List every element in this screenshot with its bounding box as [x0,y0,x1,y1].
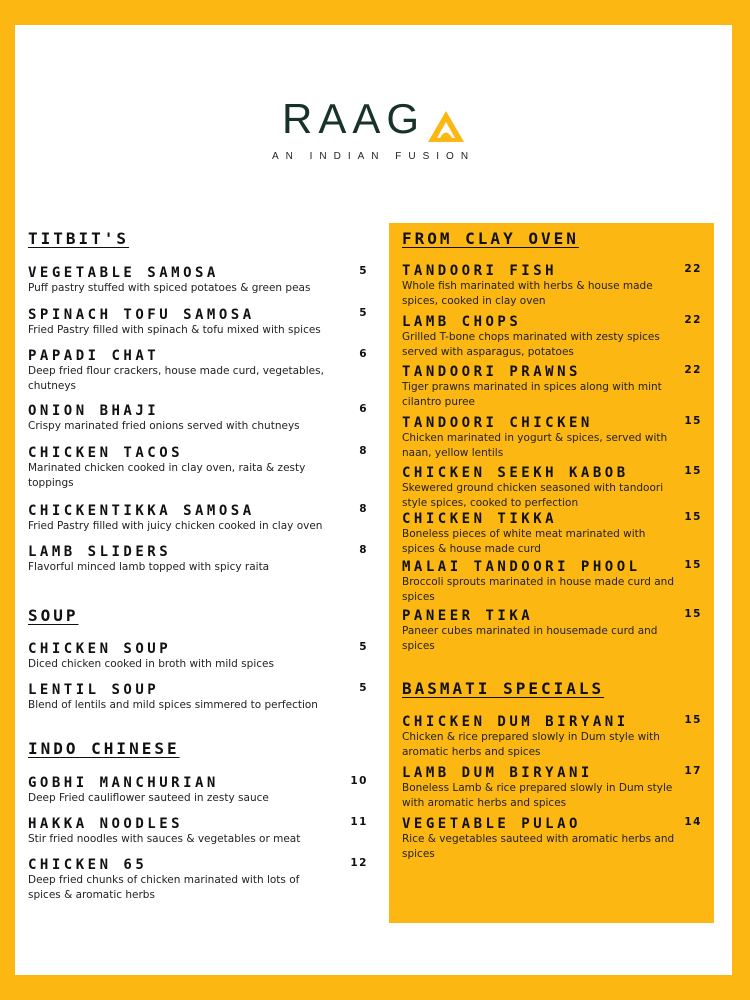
menu-item [28,403,368,434]
item-description: Chicken & rice prepared slowly in Dum style with aromatic herbs and spices [402,731,660,758]
item-description: Paneer cubes marinated in housemade curd and spices [402,625,658,652]
menu-item [28,775,368,806]
item-description: Whole fish marinated with herbs & house made spices, cooked in clay oven [402,280,653,307]
item-description: Stir fried noodles with sauces & vegetables or meat [28,833,301,845]
item-name: PAPADI CHAT [28,348,160,364]
section-title-indo-chinese: INDO CHINESE [28,739,180,758]
item-price: 5 [359,641,368,653]
item-price: 5 [359,265,368,277]
section-title-clay-oven: FROM CLAY OVEN [402,229,579,248]
menu-item [402,263,702,308]
menu-item [402,465,702,510]
item-price: 22 [684,364,702,376]
brand-name: RAAG [281,95,426,142]
item-name: LAMB CHOPS [402,314,522,330]
item-name: MALAI TANDOORI PHOOL [402,559,641,575]
item-description: Boneless Lamb & rice prepared slowly in Dum style with aromatic herbs and spices [402,782,673,809]
menu-item [402,364,702,409]
menu-item [402,314,702,359]
item-description: Diced chicken cooked in broth with mild spices [28,658,274,670]
item-name: CHICKEN 65 [28,857,148,873]
item-price: 8 [359,445,368,457]
tent-a-icon [427,109,465,143]
item-price: 5 [359,682,368,694]
brand-tagline: AN INDIAN FUSION [271,151,476,162]
item-price: 8 [359,503,368,515]
menu-item [28,816,368,847]
item-price: 17 [684,765,702,777]
item-price: 6 [359,348,368,360]
menu-item [402,559,702,604]
item-name: TANDOORI FISH [402,263,558,279]
item-description: Deep Fried cauliflower sauteed in zesty sauce [28,792,269,804]
item-description: Flavorful minced lamb topped with spicy raita [28,561,270,573]
item-price: 22 [684,314,702,326]
menu-item [402,816,702,861]
item-description: Puff pastry stuffed with spiced potatoes & green peas [28,282,311,294]
item-price: 15 [684,415,702,427]
menu-item [28,265,368,296]
item-name: SPINACH TOFU SAMOSA [28,307,255,323]
item-price: 15 [684,465,702,477]
item-name: CHICKEN SOUP [28,641,172,657]
item-name: CHICKEN SEEKH KABOB [402,465,629,481]
item-name: VEGETABLE SAMOSA [28,265,219,281]
item-price: 15 [684,511,702,523]
item-description: Chicken marinated in yogurt & spices, served with naan, yellow lentils [402,432,668,459]
section-title-basmati: BASMATI SPECIALS [402,679,605,698]
menu-item [28,348,368,393]
menu-item [402,511,702,556]
item-description: Crispy marinated fried onions served with chutneys [28,420,300,432]
menu-item [28,503,368,534]
brand-logo [15,95,732,162]
item-description: Deep fried chunks of chicken marinated with lots of spices & aromatic herbs [28,874,300,901]
item-description: Blend of lentils and mild spices simmered to perfection [28,699,318,711]
menu-item [402,608,702,653]
item-price: 8 [359,544,368,556]
item-description: Boneless pieces of white meat marinated with spices & house made curd [402,528,646,555]
menu-item [28,544,368,575]
item-name: CHICKEN TACOS [28,445,184,461]
item-price: 14 [684,816,702,828]
menu-item [28,307,368,338]
item-name: LAMB SLIDERS [28,544,172,560]
item-name: VEGETABLE PULAO [402,816,581,832]
menu-sheet [15,25,732,975]
item-description: Grilled T-bone chops marinated with zesty spices served with asparagus, potatoes [402,331,660,358]
item-description: Tiger prawns marinated in spices along with mint cilantro puree [402,381,662,408]
item-price: 22 [684,263,702,275]
item-name: CHICKEN TIKKA [402,511,558,527]
item-description: Deep fried flour crackers, house made curd, vegetables, chutneys [28,365,324,392]
brand-wordmark [282,95,465,143]
item-description: Fried Pastry filled with juicy chicken cooked in clay oven [28,520,323,532]
item-name: CHICKEN DUM BIRYANI [402,714,629,730]
item-price: 15 [684,608,702,620]
item-price: 11 [350,816,368,828]
item-price: 6 [359,403,368,415]
item-description: Broccoli sprouts marinated in house made curd and spices [402,576,675,603]
item-description: Fried Pastry filled with spinach & tofu mixed with spices [28,324,321,336]
item-description: Skewered ground chicken seasoned with tandoori style spices, cooked to perfection [402,482,664,509]
menu-item [28,445,368,490]
item-price: 12 [350,857,368,869]
item-name: LENTIL SOUP [28,682,160,698]
menu-item [28,682,368,713]
menu-item [402,765,702,810]
section-title-soup: SOUP [28,606,79,625]
item-name: CHICKENTIKKA SAMOSA [28,503,255,519]
item-description: Marinated chicken cooked in clay oven, raita & zesty toppings [28,462,306,489]
item-description: Rice & vegetables sauteed with aromatic herbs and spices [402,833,675,860]
item-price: 10 [350,775,368,787]
item-name: HAKKA NOODLES [28,816,184,832]
item-price: 15 [684,714,702,726]
menu-item [402,415,702,460]
item-price: 5 [359,307,368,319]
menu-item [28,641,368,672]
section-title-titbits: TITBIT'S [28,229,130,248]
item-name: TANDOORI CHICKEN [402,415,593,431]
menu-item [28,857,368,902]
item-name: PANEER TIKA [402,608,534,624]
item-name: LAMB DUM BIRYANI [402,765,593,781]
item-name: GOBHI MANCHURIAN [28,775,219,791]
item-price: 15 [684,559,702,571]
menu-item [402,714,702,759]
item-name: TANDOORI PRAWNS [402,364,581,380]
item-name: ONION BHAJI [28,403,160,419]
